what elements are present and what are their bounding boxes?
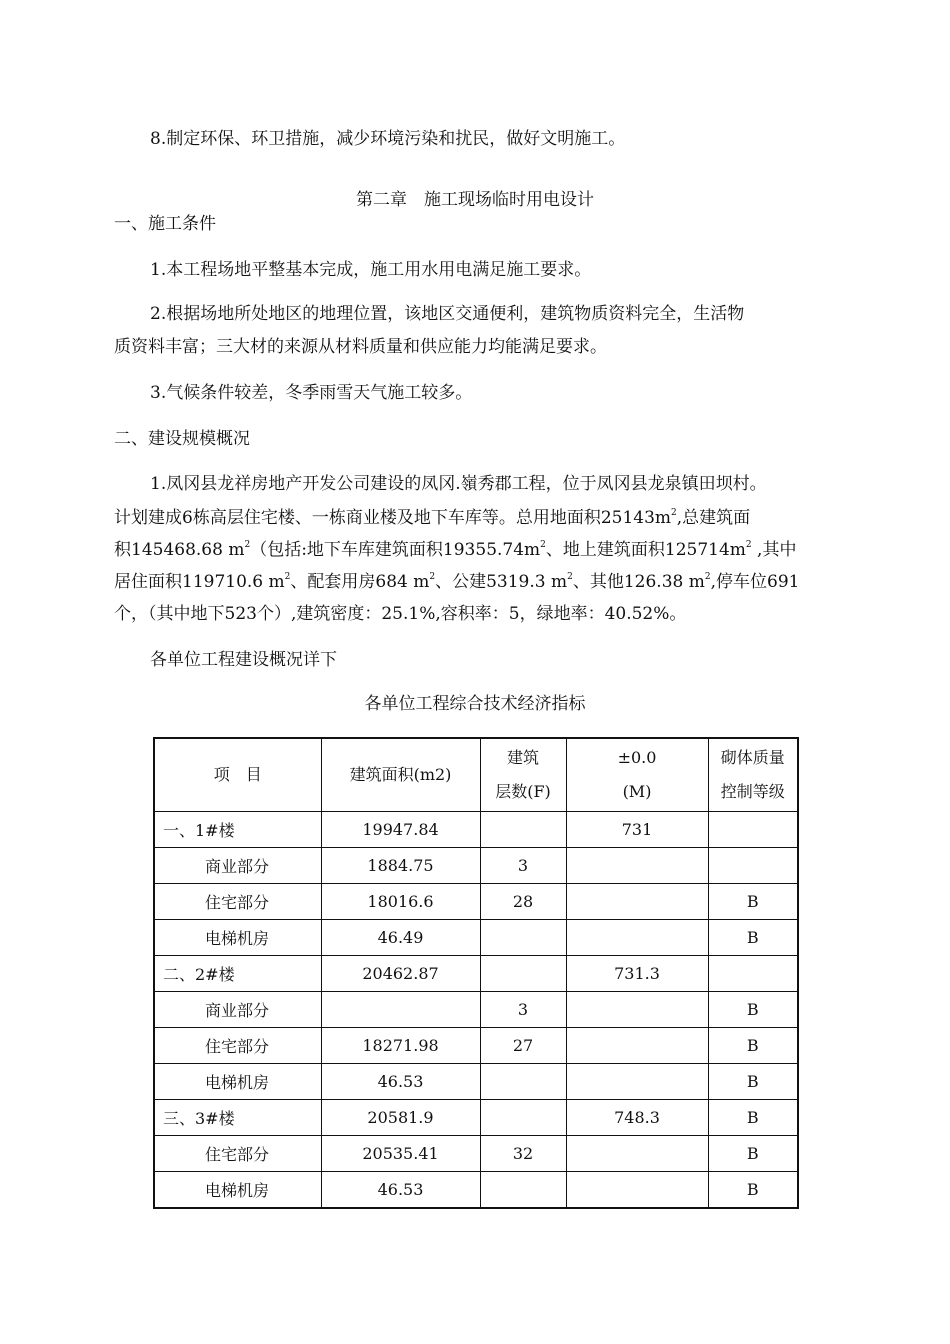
cell-floors: 3	[480, 848, 566, 884]
cell-elevation: 731.3	[566, 956, 708, 992]
chapter-title: 第二章 施工现场临时用电设计	[356, 190, 594, 210]
cell-name: 电梯机房	[154, 920, 321, 956]
table-row	[154, 1064, 798, 1100]
cell-area: 20535.41	[321, 1136, 480, 1172]
table-row	[154, 992, 798, 1028]
scale-paragraph-line-5: 个，（其中地下523个）,建筑密度：25.1%,容积率：5，绿地率：40.52%。	[114, 604, 687, 624]
scale-paragraph-line-1: 1.凤冈县龙祥房地产开发公司建设的凤冈.嶺秀郡工程，位于凤冈县龙泉镇田坝村。	[150, 474, 767, 494]
cell-floors	[480, 1100, 566, 1136]
table-row	[154, 956, 798, 992]
cell-grade	[708, 812, 798, 848]
cell-name: 电梯机房	[154, 1172, 321, 1209]
cell-grade: B	[708, 1136, 798, 1172]
cell-area: 18016.6	[321, 884, 480, 920]
cell-area: 18271.98	[321, 1028, 480, 1064]
text-fragment: 计划建成6栋高层住宅楼、一栋商业楼及地下车库等。总用地面积25143m	[114, 508, 672, 528]
cell-name: 商业部分	[154, 848, 321, 884]
text-fragment: 、地上建筑面积125714m	[545, 540, 746, 560]
header-floors	[480, 738, 566, 812]
detail-intro: 各单位工程建设概况详下	[150, 650, 337, 670]
header-elevation	[566, 738, 708, 812]
condition-paragraph-2-line-1: 2.根据场地所处地区的地理位置，该地区交通便利，建筑物质资料完全，生活物	[150, 304, 745, 324]
cell-area: 20462.87	[321, 956, 480, 992]
cell-name: 二、2#楼	[154, 956, 321, 992]
superscript: 2	[244, 540, 251, 550]
cell-name: 住宅部分	[154, 1028, 321, 1064]
cell-floors: 28	[480, 884, 566, 920]
cell-area: 1884.75	[321, 848, 480, 884]
cell-area: 19947.84	[321, 812, 480, 848]
cell-grade: B	[708, 1028, 798, 1064]
section-heading-scale: 二、建设规模概况	[114, 429, 250, 449]
text-fragment: 居住面积119710.6 m	[114, 572, 285, 592]
cell-floors: 27	[480, 1028, 566, 1064]
cell-elevation: 748.3	[566, 1100, 708, 1136]
table-row	[154, 1172, 798, 1209]
cell-grade: B	[708, 1064, 798, 1100]
cell-name: 商业部分	[154, 992, 321, 1028]
cell-name: 住宅部分	[154, 1136, 321, 1172]
superscript: 2	[540, 540, 546, 550]
cell-elevation	[566, 1064, 708, 1100]
scale-paragraph-line-2	[114, 506, 750, 530]
cell-area	[321, 992, 480, 1028]
text-fragment: 、配套用房684 m	[290, 572, 430, 592]
header-text: ±0.0	[617, 748, 657, 767]
text-fragment: 积145468.68 m	[114, 540, 245, 560]
cell-area: 46.53	[321, 1064, 480, 1100]
text-fragment: （包括:地下车库建筑面积19355.74m	[250, 540, 541, 560]
cell-elevation	[566, 920, 708, 956]
cell-floors: 32	[480, 1136, 566, 1172]
cell-floors	[480, 956, 566, 992]
text-fragment: ,其中	[751, 540, 797, 560]
cell-name: 一、1#楼	[154, 812, 321, 848]
table-title: 各单位工程综合技术经济指标	[364, 694, 586, 714]
table-row	[154, 884, 798, 920]
cell-floors	[480, 1064, 566, 1100]
text-fragment: ,停车位691	[710, 572, 800, 592]
cell-name: 电梯机房	[154, 1064, 321, 1100]
cell-name: 住宅部分	[154, 884, 321, 920]
superscript: 2	[284, 572, 291, 582]
cell-elevation	[566, 992, 708, 1028]
header-quality	[708, 738, 798, 812]
cell-elevation	[566, 848, 708, 884]
header-text: 砌体质量	[720, 748, 785, 767]
table-row	[154, 1028, 798, 1064]
cell-grade: B	[708, 1172, 798, 1209]
table-row	[154, 812, 798, 848]
cell-grade: B	[708, 884, 798, 920]
section-heading-conditions: 一、施工条件	[114, 214, 216, 234]
header-area: 建筑面积(m2)	[321, 738, 480, 812]
cell-floors	[480, 920, 566, 956]
table-row	[154, 1136, 798, 1172]
cell-name: 三、3#楼	[154, 1100, 321, 1136]
superscript: 2	[745, 540, 752, 550]
superscript: 2	[567, 572, 573, 582]
cell-elevation: 731	[566, 812, 708, 848]
table-row	[154, 1100, 798, 1136]
superscript: 2	[429, 572, 436, 582]
cell-grade: B	[708, 1100, 798, 1136]
indicator-table	[153, 737, 799, 1209]
condition-paragraph-1: 1.本工程场地平整基本完成，施工用水用电满足施工要求。	[150, 260, 592, 280]
cell-area: 46.49	[321, 920, 480, 956]
header-text: 建筑	[506, 748, 539, 767]
header-item: 项 目	[154, 738, 321, 812]
table-row	[154, 848, 798, 884]
scale-paragraph-line-4	[114, 570, 799, 594]
cell-floors: 3	[480, 992, 566, 1028]
text-fragment: 、公建5319.3 m	[435, 572, 568, 592]
cell-elevation	[566, 1172, 708, 1209]
cell-elevation	[566, 884, 708, 920]
header-text: 控制等级	[720, 782, 785, 801]
cell-grade	[708, 848, 798, 884]
cell-floors	[480, 1172, 566, 1209]
scale-paragraph-line-3	[114, 538, 796, 562]
cell-elevation	[566, 1028, 708, 1064]
text-fragment: 、其他126.38 m	[572, 572, 705, 592]
condition-paragraph-2-line-2: 质资料丰富；三大材的来源从材料质量和供应能力均能满足要求。	[114, 337, 607, 357]
condition-paragraph-3: 3.气候条件较差，冬季雨雪天气施工较多。	[150, 383, 473, 403]
superscript: 2	[704, 572, 711, 582]
table-header-row	[154, 738, 798, 812]
text-fragment: ,总建筑面	[676, 508, 751, 528]
cell-area: 46.53	[321, 1172, 480, 1209]
table-row	[154, 920, 798, 956]
cell-grade: B	[708, 992, 798, 1028]
header-text: (M)	[622, 782, 652, 801]
cell-grade: B	[708, 920, 798, 956]
cell-floors	[480, 812, 566, 848]
cell-area: 20581.9	[321, 1100, 480, 1136]
header-text: 层数(F)	[495, 782, 551, 801]
cell-grade	[708, 956, 798, 992]
cell-elevation	[566, 1136, 708, 1172]
intro-item-8: 8.制定环保、环卫措施，减少环境污染和扰民，做好文明施工。	[150, 129, 626, 149]
superscript: 2	[671, 508, 677, 518]
